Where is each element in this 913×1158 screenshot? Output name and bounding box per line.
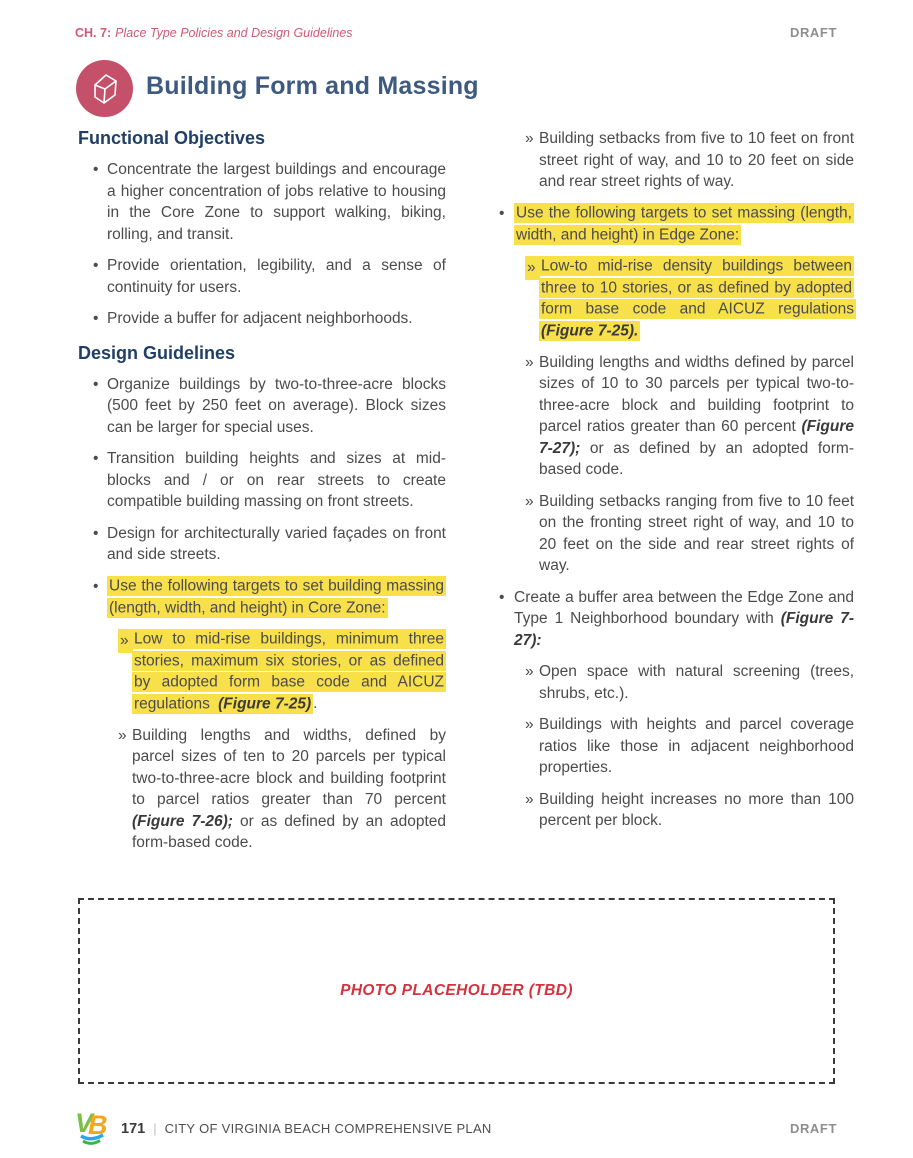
text-segment: Organize buildings by two-to-three-acre blocks (500 feet by 250 feet on average). Block sizes can be larger for special uses.	[107, 375, 446, 436]
bullet-marker: •	[93, 450, 99, 467]
bullet-item	[78, 308, 446, 330]
draft-watermark-top: DRAFT	[789, 25, 837, 40]
bullet-item	[78, 159, 446, 245]
text-segment: Building setbacks from five to 10 feet on front street right of way, and 10 to 20 feet on side and rear street rights of way.	[539, 130, 854, 190]
page-title: Building Form and Massing	[146, 72, 479, 100]
page-footer	[75, 1105, 837, 1152]
page-header	[75, 25, 837, 40]
bullet-marker: »	[118, 629, 133, 654]
bullet-marker: •	[93, 577, 99, 595]
text-segment: Transition building heights and sizes at mid-blocks and / or on rear streets to create compatible building massing on front streets.	[107, 450, 446, 510]
text-segment: .	[313, 695, 318, 712]
text-segment: or as defined by an adopted form-based code.	[132, 812, 447, 851]
bullet-marker: •	[499, 588, 505, 606]
sub-bullet-item	[502, 491, 854, 577]
sub-bullet-item	[78, 629, 446, 715]
text-segment: Open space with natural screening (trees, shrubs, etc.).	[539, 663, 854, 702]
figure-reference: (Figure 7-27):	[514, 610, 854, 649]
draft-watermark-bottom: DRAFT	[789, 1121, 837, 1136]
vb-logo-b: B	[88, 1110, 108, 1140]
bullet-marker: •	[93, 161, 99, 178]
bullet-marker: •	[93, 524, 99, 542]
bullet-marker: •	[93, 257, 99, 274]
text-segment: Low to mid-rise buildings, minimum three stories, maximum six stories, or as defined by adopted form base code and AICUZ regulations	[134, 630, 444, 712]
bullet-item	[78, 255, 446, 298]
bullet-marker: »	[525, 130, 534, 147]
bullet-item	[499, 587, 854, 652]
building-icon	[76, 60, 133, 117]
bullet-item	[78, 523, 446, 566]
breadcrumb	[75, 26, 353, 40]
figure-reference: (Figure 7-25).	[541, 322, 639, 339]
text-segment: Building setbacks ranging from five to 10 feet on the fronting street right of way, and 10 to 20 feet on the side and rear street rights of way.	[539, 492, 854, 574]
bullet-item	[78, 448, 446, 513]
bullet-marker: »	[118, 726, 127, 744]
bullet-marker: »	[525, 790, 534, 808]
text-segment: Building lengths and widths, defined by parcel sizes of ten to 20 parcels per typical two-to-three-acre block and building footprint to parcel ratios greater than 70 percent	[132, 726, 446, 808]
section-heading: Functional Objectives	[78, 128, 266, 148]
text-segment: Low-to mid-rise density buildings between three to 10 stories, or as defined by adopted form base code and AICUZ regulations	[541, 257, 854, 318]
vb-logo-icon	[75, 1105, 111, 1152]
bullet-marker: »	[525, 663, 534, 680]
bullet-item	[499, 203, 854, 246]
bullet-marker: •	[93, 310, 99, 327]
text-segment: Provide orientation, legibility, and a sense of continuity for users.	[107, 257, 446, 296]
bullet-marker: »	[525, 492, 534, 510]
left-column	[78, 128, 446, 864]
text-segment: Building lengths and widths defined by parcel sizes of 10 to 30 parcels per typical two-to-three-acre block and building footprint to parcel ratios greater than 60 percent	[539, 353, 854, 435]
sub-bullet-item	[502, 661, 854, 704]
bullet-marker: •	[93, 375, 99, 393]
chapter-title: Place Type Policies and Design Guidelines	[115, 26, 353, 40]
text-segment: Create a buffer area between the Edge Zone and Type 1 Neighborhood boundary with	[514, 588, 854, 627]
bullet-marker: »	[525, 716, 534, 733]
figure-reference: (Figure 7-25)	[218, 695, 312, 712]
text-segment: Buildings with heights and parcel coverage ratios like those in adjacent neighborhood properties.	[539, 716, 854, 776]
photo-placeholder-box	[78, 898, 835, 1084]
sub-bullet-item	[502, 789, 854, 832]
figure-reference: (Figure 7-27);	[539, 418, 854, 457]
footer-separator: |	[153, 1121, 157, 1136]
text-segment: Use the following targets to set massing (length, width, and height) in Edge Zone:	[516, 204, 852, 243]
title-row	[76, 60, 479, 117]
sub-bullet-item	[502, 714, 854, 779]
plan-title: CITY OF VIRGINIA BEACH COMPREHENSIVE PLAN	[164, 1121, 492, 1136]
bullet-item	[78, 576, 446, 619]
vb-logo-v: V	[75, 1108, 94, 1138]
sub-bullet-item	[502, 128, 854, 193]
right-column	[499, 128, 854, 842]
text-segment: Use the following targets to set building massing (length, width, and height) in Core Zone:	[109, 577, 444, 616]
text-segment: Concentrate the largest buildings and encourage a higher concentration of jobs relative to housing in the Core Zone to support walking, biking, rolling, and transit.	[107, 161, 446, 243]
bullet-marker: »	[525, 256, 540, 281]
bullet-marker: •	[499, 204, 505, 222]
photo-placeholder-label: PHOTO PLACEHOLDER (TBD)	[340, 982, 573, 999]
sub-bullet-item	[502, 352, 854, 481]
text-segment: Provide a buffer for adjacent neighborhoods.	[107, 310, 413, 327]
text-segment: Building height increases no more than 100 percent per block.	[539, 790, 854, 829]
text-segment: or as defined by an adopted form-based code.	[539, 439, 854, 478]
page-number: 171	[121, 1120, 146, 1137]
sub-bullet-item	[502, 256, 854, 342]
bullet-marker: »	[525, 353, 534, 371]
section-heading: Design Guidelines	[78, 342, 236, 363]
text-segment: Design for architecturally varied façades on front and side streets.	[107, 524, 446, 563]
sub-bullet-item	[78, 725, 446, 854]
bullet-item	[78, 374, 446, 439]
chapter-label: CH. 7:	[75, 26, 112, 40]
figure-reference: (Figure 7-26);	[132, 812, 233, 830]
